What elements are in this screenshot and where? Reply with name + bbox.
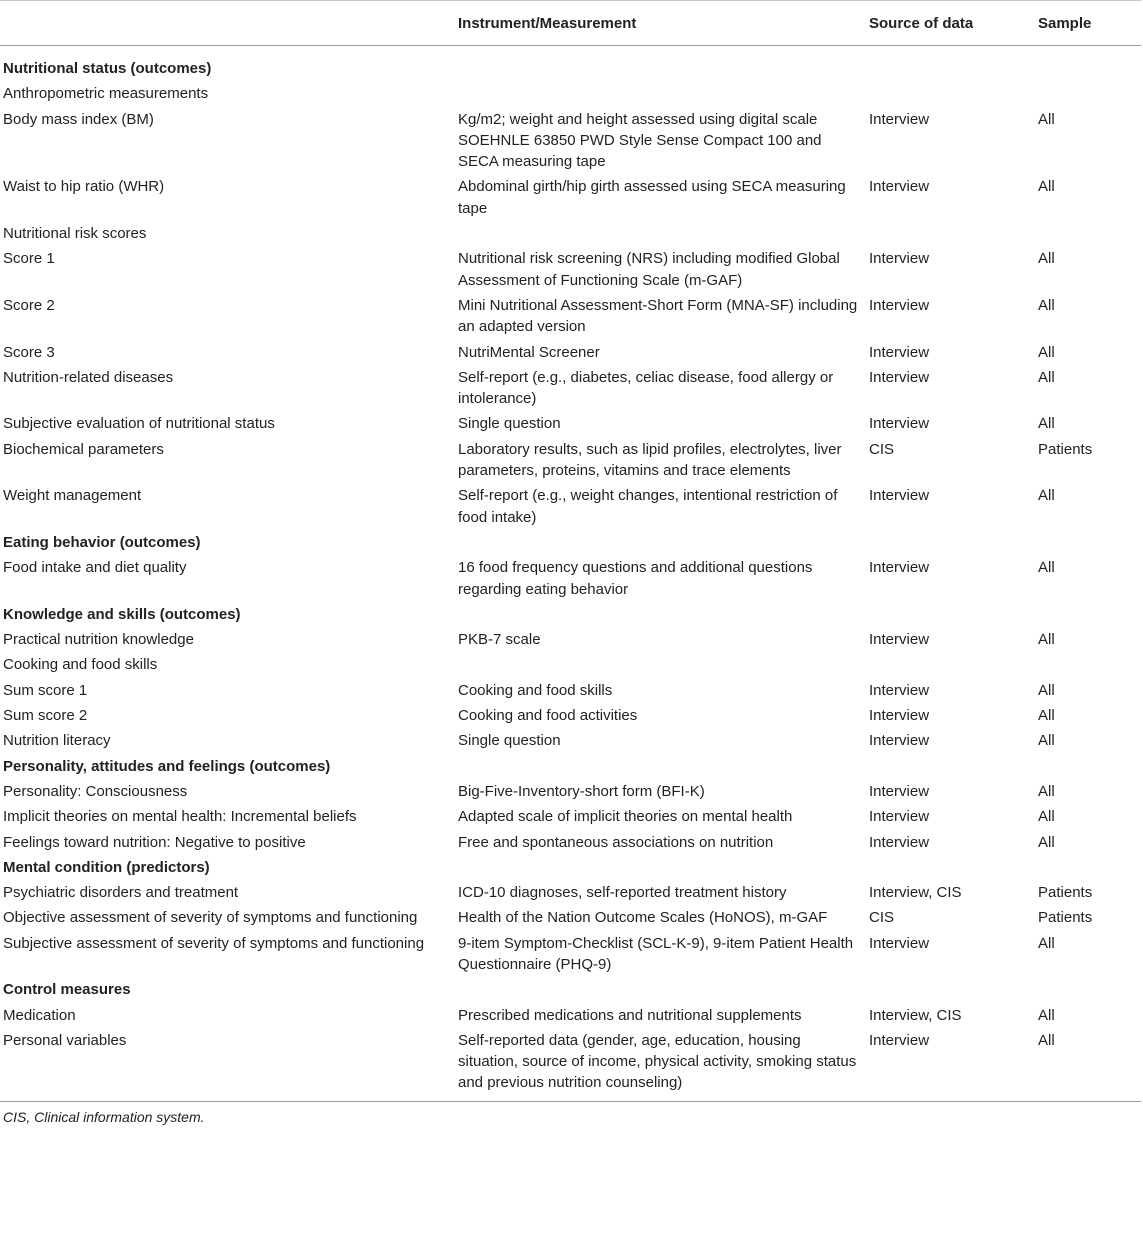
instrument-cell: Self-reported data (gender, age, education, housing situation, source of income, physical activity, smoking status and previous nutrition counseling) [456, 1028, 867, 1101]
sample-cell: All [1038, 250, 1055, 268]
sample-cell: All [1038, 934, 1055, 952]
source-cell: CIS [869, 440, 895, 458]
variable-cell: Food intake and diet quality [3, 559, 187, 577]
instrument-cell: 9-item Symptom-Checklist (SCL-K-9), 9-item Patient Health Questionnaire (PHQ-9) [458, 934, 854, 973]
sample-cell: Patients [1038, 440, 1093, 458]
variable-cell: Score 3 [3, 343, 55, 361]
table-row [0, 1028, 1141, 1101]
table-row [0, 437, 1141, 484]
sample-cell: All [1038, 178, 1055, 196]
table-row [0, 340, 1141, 365]
instrument-cell [456, 855, 867, 880]
table-row [0, 779, 1141, 804]
section-row [0, 977, 1141, 1002]
header-instrument: Instrument/Measurement [456, 1, 867, 46]
header-row [0, 1, 1141, 46]
variable-cell: Subjective evaluation of nutritional status [3, 415, 275, 433]
source-cell: Interview [869, 250, 930, 268]
sample-cell: All [1038, 110, 1055, 128]
variable-cell: Biochemical parameters [3, 440, 164, 458]
variable-cell: Nutrition literacy [3, 732, 111, 750]
source-cell: CIS [869, 909, 895, 927]
table-row [0, 627, 1141, 652]
source-cell: Interview [869, 808, 930, 826]
sample-cell: All [1038, 782, 1055, 800]
variable-cell: Implicit theories on mental health: Incremental beliefs [3, 808, 357, 826]
variable-cell: Medication [3, 1006, 76, 1024]
sample-cell: All [1036, 1028, 1141, 1101]
table-row [0, 81, 1141, 106]
table-row [0, 703, 1141, 728]
sample-cell: All [1038, 559, 1055, 577]
source-cell: Interview [869, 559, 930, 577]
variable-cell: Waist to hip ratio (WHR) [3, 178, 165, 196]
table-row [0, 293, 1141, 340]
variable-cell: Personality, attitudes and feelings (outcomes) [3, 757, 331, 775]
instrument-cell: Single question [458, 415, 561, 433]
sample-cell: All [1038, 1006, 1055, 1024]
instrument-cell: Kg/m2; weight and height assessed using digital scale SOEHNLE 63850 PWD Style Sense Compact 100 and SECA measuring tape [458, 110, 822, 171]
instrument-cell [456, 977, 867, 1002]
sample-cell: All [1038, 296, 1055, 314]
sample-cell: All [1038, 631, 1055, 649]
source-cell: Interview [869, 343, 930, 361]
header-variable [0, 1, 456, 46]
table-row [0, 728, 1141, 753]
source-cell: Interview [869, 296, 930, 314]
instrument-cell: Nutritional risk screening (NRS) including modified Global Assessment of Functioning Scale (m-GAF) [458, 250, 840, 289]
source-cell: Interview [869, 487, 930, 505]
source-cell [867, 221, 1036, 246]
source-cell: Interview [869, 707, 930, 725]
table-row [0, 931, 1141, 978]
variable-cell: Control measures [3, 981, 131, 999]
instrument-cell [456, 652, 867, 677]
instrument-cell [456, 221, 867, 246]
source-cell: Interview [869, 415, 930, 433]
instrument-cell: Cooking and food activities [458, 707, 638, 725]
source-cell: Interview, CIS [869, 884, 962, 902]
instrument-cell [456, 530, 867, 555]
variable-cell: Knowledge and skills (outcomes) [3, 605, 241, 623]
variable-cell: Nutrition-related diseases [3, 368, 174, 386]
table-body [0, 46, 1141, 1102]
variable-cell: Subjective assessment of severity of symptoms and functioning [3, 934, 425, 952]
section-row [0, 754, 1141, 779]
sample-cell: Patients [1038, 884, 1093, 902]
variable-cell: Weight management [3, 487, 142, 505]
instrument-cell: Health of the Nation Outcome Scales (HoNOS), m-GAF [458, 909, 828, 927]
variable-cell: Nutritional risk scores [3, 225, 147, 243]
source-cell [867, 754, 1036, 779]
instrument-cell: Mini Nutritional Assessment-Short Form (MNA-SF) including an adapted version [458, 296, 858, 336]
header-sample: Sample [1036, 1, 1141, 46]
variable-cell: Anthropometric measurements [3, 85, 209, 103]
source-cell: Interview [869, 732, 930, 750]
source-cell: Interview [869, 178, 930, 196]
instrument-cell: Prescribed medications and nutritional supplements [458, 1006, 802, 1024]
instrument-cell [456, 81, 867, 106]
table-row [0, 221, 1141, 246]
variable-cell: Score 2 [3, 296, 55, 314]
sample-cell [1036, 754, 1141, 779]
source-cell: Interview, CIS [869, 1006, 962, 1024]
source-cell: Interview [869, 631, 930, 649]
instrument-cell: ICD-10 diagnoses, self-reported treatment history [458, 884, 787, 902]
variable-cell: Personal variables [0, 1028, 456, 1101]
sample-cell [1036, 221, 1141, 246]
variable-cell: Psychiatric disorders and treatment [3, 884, 239, 902]
variable-cell: Cooking and food skills [3, 656, 158, 674]
instrument-cell: Self-report (e.g., weight changes, intentional restriction of food intake) [458, 487, 838, 526]
source-cell [867, 46, 1036, 82]
source-cell: Interview [869, 833, 930, 851]
table-row [0, 107, 1141, 175]
section-row [0, 602, 1141, 627]
sample-cell: All [1038, 681, 1055, 699]
table-row [0, 411, 1141, 436]
sample-cell [1036, 977, 1141, 1002]
instrument-cell: Self-report (e.g., diabetes, celiac disease, food allergy or intolerance) [458, 368, 834, 408]
variable-cell: Sum score 2 [3, 707, 88, 725]
sample-cell: All [1038, 707, 1055, 725]
sample-cell: All [1038, 368, 1055, 386]
sample-cell: Patients [1038, 909, 1093, 927]
source-cell: Interview [869, 681, 930, 699]
variable-cell: Sum score 1 [3, 681, 88, 699]
variable-cell: Objective assessment of severity of symptoms and functioning [3, 909, 418, 927]
sample-cell [1036, 46, 1141, 82]
sample-cell [1036, 855, 1141, 880]
instrument-cell [456, 46, 867, 82]
source-cell: Interview [869, 782, 930, 800]
instrument-cell [456, 754, 867, 779]
instrument-cell: PKB-7 scale [458, 631, 541, 649]
variable-cell: Nutritional status (outcomes) [3, 60, 212, 77]
variable-cell: Eating behavior (outcomes) [3, 533, 201, 551]
source-cell: Interview [867, 1028, 1036, 1101]
instrument-cell: Free and spontaneous associations on nutrition [458, 833, 774, 851]
instrument-cell: Adapted scale of implicit theories on mental health [458, 808, 793, 826]
instrument-cell: 16 food frequency questions and additional questions regarding eating behavior [458, 559, 813, 598]
sample-cell: All [1038, 415, 1055, 433]
header-source: Source of data [867, 1, 1036, 46]
source-cell [867, 81, 1036, 106]
instrument-cell: Cooking and food skills [458, 681, 613, 699]
sample-cell: All [1038, 808, 1055, 826]
table-row [0, 483, 1141, 530]
variable-cell: Personality: Consciousness [3, 782, 188, 800]
section-row [0, 46, 1141, 82]
sample-cell: All [1038, 732, 1055, 750]
table-row [0, 365, 1141, 412]
source-cell [867, 602, 1036, 627]
section-row [0, 530, 1141, 555]
source-cell: Interview [869, 934, 930, 952]
sample-cell: All [1038, 343, 1055, 361]
source-cell [867, 530, 1036, 555]
table-row [0, 804, 1141, 829]
source-cell [867, 855, 1036, 880]
sample-cell [1036, 602, 1141, 627]
table-row [0, 652, 1141, 677]
table-header [0, 1, 1141, 46]
instrument-cell: Single question [458, 732, 561, 750]
sample-cell [1036, 652, 1141, 677]
instrument-cell: Abdominal girth/hip girth assessed using SECA measuring tape [458, 178, 846, 217]
variable-cell: Score 1 [3, 250, 55, 268]
variable-cell: Feelings toward nutrition: Negative to positive [3, 833, 306, 851]
variable-cell: Mental condition (predictors) [3, 858, 210, 876]
source-cell [867, 977, 1036, 1002]
sample-cell: All [1038, 833, 1055, 851]
table-row [0, 1003, 1141, 1028]
instrument-cell: NutriMental Screener [458, 343, 600, 361]
table-row [0, 905, 1141, 930]
source-cell: Interview [869, 368, 930, 386]
sample-cell [1036, 81, 1141, 106]
section-row [0, 855, 1141, 880]
source-cell: Interview [869, 110, 930, 128]
table-row [0, 246, 1141, 293]
table-row [0, 174, 1141, 221]
variable-cell: Practical nutrition knowledge [3, 631, 194, 649]
sample-cell: All [1038, 487, 1055, 505]
instrument-cell: Laboratory results, such as lipid profiles, electrolytes, liver parameters, proteins, vitamins and trace elements [458, 440, 842, 480]
instrument-cell [456, 602, 867, 627]
source-cell [867, 652, 1036, 677]
table-row [0, 555, 1141, 602]
table-footnote: CIS, Clinical information system. [3, 1108, 205, 1125]
table-row [0, 880, 1141, 905]
sample-cell [1036, 530, 1141, 555]
variable-cell: Body mass index (BM) [3, 110, 154, 128]
instrument-cell: Big-Five-Inventory-short form (BFI-K) [458, 782, 705, 800]
table-row [0, 830, 1141, 855]
table-row [0, 678, 1141, 703]
